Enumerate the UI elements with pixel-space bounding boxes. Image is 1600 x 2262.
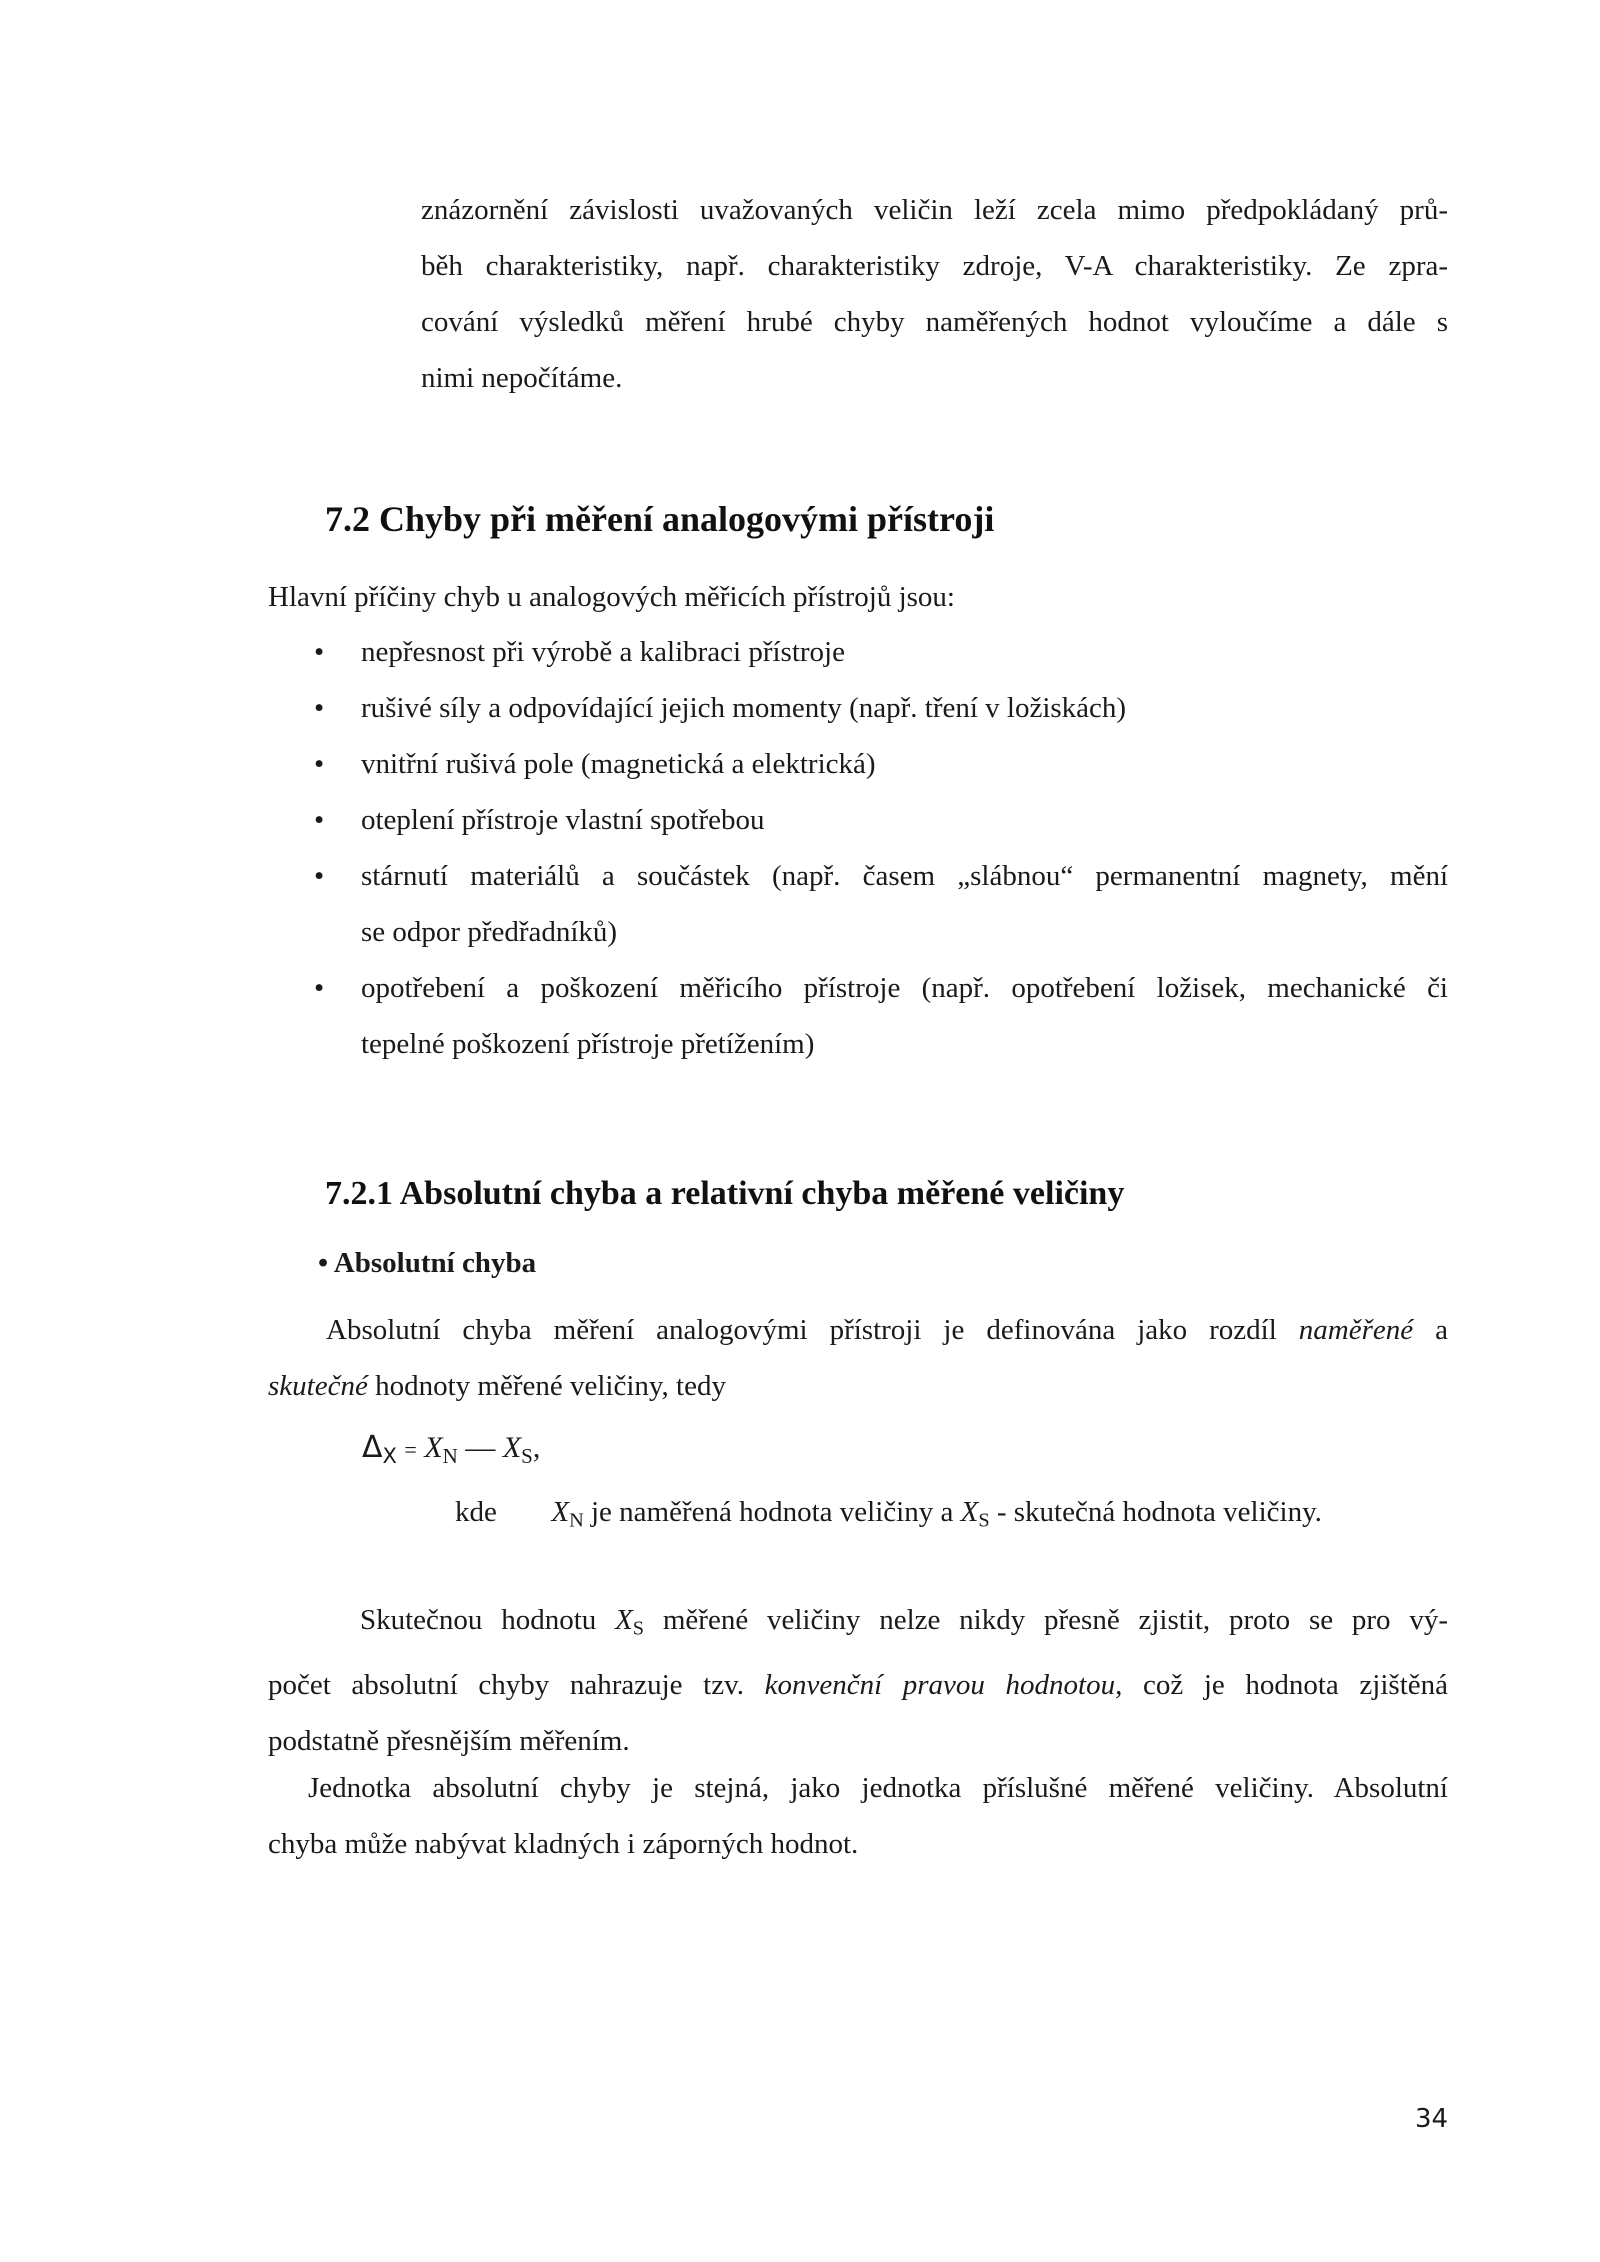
definition-text: hodnoty měřené veličiny, tedy [375, 1370, 726, 1402]
definition-emphasis: skutečné [268, 1370, 368, 1402]
paragraph-line [268, 1592, 1448, 1657]
list-item-text: oteplení přístroje vlastní spotřebou [361, 804, 765, 836]
paragraph-emphasis: konvenční pravou hodnotou, [764, 1668, 1123, 1701]
xn-subscript: N [442, 1443, 458, 1468]
legend-text: je naměřená hodnota veličiny a [591, 1496, 954, 1528]
list-item-text: rušivé síly a odpovídající jejich momenty (např. tření v ložiskách) [361, 692, 1127, 724]
intro-paragraph [421, 182, 1448, 406]
xs-variable: X [615, 1604, 633, 1636]
xs-variable: X [502, 1431, 522, 1464]
delta-subscript: X [382, 1443, 397, 1468]
legend-text: - skutečná hodnota veličiny. [996, 1496, 1322, 1528]
paragraph-line [268, 1657, 1448, 1713]
formula-comma: , [532, 1431, 541, 1464]
bullet-icon: • [314, 804, 325, 836]
intro-line: cování výsledků měření hrubé chyby naměřených hodnot vyloučíme a dále s [421, 306, 1448, 338]
absolute-error-formula [362, 1430, 540, 1469]
list-item-text: vnitřní rušivá pole (magnetická a elektrická) [361, 748, 876, 780]
xs-subscript: S [632, 1617, 645, 1640]
bullet-icon: • [314, 860, 325, 892]
absolute-error-subheading: • Absolutní chyba [318, 1247, 537, 1279]
bullet-icon: • [314, 972, 325, 1004]
list-item-text: stárnutí materiálů a součástek (např. časem „slábnou“ permanentní magnety, mění [361, 860, 1448, 892]
unit-paragraph [268, 1760, 1448, 1872]
where-keyword: kde [455, 1496, 497, 1528]
list-item [314, 792, 1448, 848]
intro-line: běh charakteristiky, např. charakteristiky zdroje, V-A charakteristiky. Ze zpra- [421, 250, 1448, 282]
xn-subscript: N [569, 1509, 584, 1532]
bullet-icon: • [314, 692, 325, 724]
list-item-text: opotřebení a poškození měřicího přístroje (např. opotřebení ložisek, mechanické či [361, 972, 1448, 1004]
formula-legend [455, 1484, 1322, 1549]
list-item-text: nepřesnost při výrobě a kalibraci přístroje [361, 636, 845, 668]
bullet-icon: • [314, 748, 325, 780]
intro-line: nimi nepočítáme. [421, 362, 623, 394]
definition-text: a [1435, 1314, 1449, 1346]
list-item [314, 680, 1448, 736]
paragraph-text: Skutečnou hodnotu [360, 1604, 597, 1636]
definition-paragraph [268, 1302, 1448, 1414]
paragraph-line: chyba může nabývat kladných i záporných hodnot. [268, 1828, 859, 1860]
delta-symbol: Δ [362, 1430, 383, 1465]
list-item [314, 624, 1448, 680]
paragraph-text: počet absolutní chyby nahrazuje tzv. [268, 1668, 744, 1701]
xn-variable: X [551, 1496, 570, 1528]
list-item-text-cont: tepelné poškození přístroje přetížením) [361, 1028, 815, 1060]
paragraph-line: podstatně přesnějším měřením. [268, 1724, 630, 1757]
minus-sign: — [465, 1431, 496, 1464]
intro-line: znázornění závislosti uvažovaných veličin leží zcela mimo předpokládaný prů- [421, 194, 1448, 226]
equals-sign: = [404, 1437, 417, 1462]
causes-list [314, 624, 1448, 1072]
xs-variable: X [960, 1496, 979, 1528]
list-item-text-cont: se odpor předřadníků) [361, 916, 618, 948]
bullet-icon: • [314, 636, 325, 668]
page-number: 34 [1415, 2104, 1449, 2134]
list-item [314, 848, 1448, 960]
definition-line [268, 1302, 1448, 1358]
paragraph-text: měřené veličiny nelze nikdy přesně zjistit, proto se pro vý- [662, 1604, 1449, 1636]
definition-text: Absolutní chyba měření analogovými přístroji je definována jako rozdíl [326, 1314, 1277, 1346]
section-7-2-heading: 7.2 Chyby při měření analogovými přístroji [325, 499, 995, 539]
true-value-paragraph [268, 1592, 1448, 1769]
xs-subscript: S [978, 1509, 990, 1532]
paragraph-line: Jednotka absolutní chyby je stejná, jako jednotka příslušné měřené veličiny. Absolutní [308, 1772, 1448, 1804]
paragraph-text: což je hodnota zjištěná [1142, 1668, 1448, 1701]
definition-emphasis: naměřené [1298, 1314, 1414, 1346]
definition-line [268, 1358, 1448, 1414]
section-7-2-lead: Hlavní příčiny chyb u analogových měřicích přístrojů jsou: [268, 581, 955, 613]
section-7-2-1-heading: 7.2.1 Absolutní chyba a relativní chyba měřené veličiny [325, 1175, 1125, 1212]
list-item [314, 736, 1448, 792]
xn-variable: X [424, 1431, 443, 1464]
xs-subscript: S [521, 1443, 533, 1468]
list-item [314, 960, 1448, 1072]
